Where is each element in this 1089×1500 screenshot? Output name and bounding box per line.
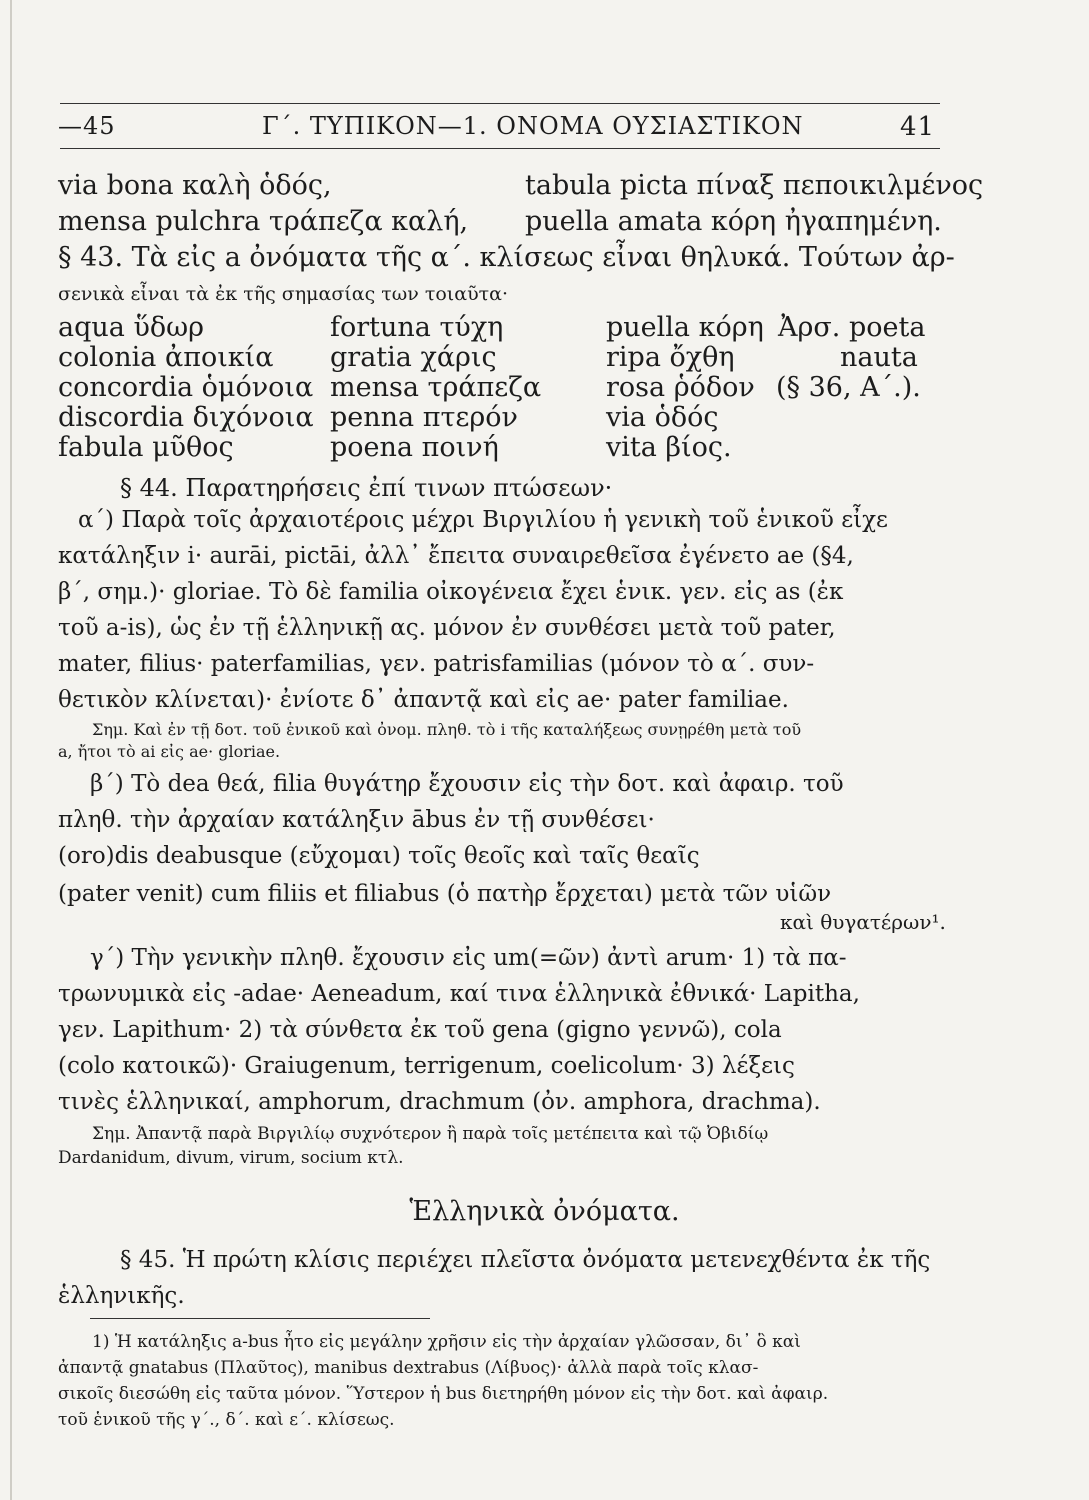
section-45-line-2: ἑλληνικῆς.	[58, 1283, 185, 1309]
note-2-line-2: Dardanidum, divum, virum, socium κτλ.	[58, 1148, 404, 1168]
word-table-col1-row5: fabula μῦθος	[58, 432, 234, 463]
section-43-line-1: § 43. Τὰ εἰς a ὀνόματα τῆς α΄. κλίσεως εἶναι θηλυκά. Τούτων ἀρ-	[58, 242, 955, 273]
word-table-col2-row3: mensa τράπεζα	[330, 372, 542, 403]
section-44b-line-2: πληθ. τὴν ἀρχαίαν κατάληξιν ābus ἐν τῇ συνθέσει·	[58, 807, 655, 833]
note-1-line-1: Σημ. Καὶ ἐν τῇ δοτ. τοῦ ἑνικοῦ καὶ ὀνομ. πληθ. τὸ i τῆς καταλήξεως συνῃρέθη μετὰ τοῦ	[92, 720, 802, 739]
page-number: 41	[900, 112, 936, 142]
word-table-col2-row4: penna πτερόν	[330, 402, 518, 433]
footnote-rule	[90, 1318, 430, 1319]
section-44a-line-6: θετικὸν κλίνεται)· ἐνίοτε δ᾽ ἀπαντᾷ καὶ εἰς ae· pater familiae.	[58, 687, 789, 713]
word-table-col2-row2: gratia χάρις	[330, 342, 497, 373]
example-left-2: mensa pulchra τράπεζα καλή,	[58, 206, 469, 237]
footnote-line-1: 1) Ἡ κατάληξις a-bus ἦτο εἰς μεγάλην χρῆσιν εἰς τὴν ἀρχαίαν γλῶσσαν, δι᾽ ὃ καὶ	[92, 1332, 801, 1352]
section-44b-line-1: β΄) Τὸ dea θεά, filia θυγάτηρ ἔχουσιν εἰς τὴν δοτ. καὶ ἀφαιρ. τοῦ	[90, 771, 844, 797]
footnote-line-4: τοῦ ἑνικοῦ τῆς γ΄., δ΄. καὶ ε΄. κλίσεως.	[58, 1410, 395, 1430]
subheading-greek-nouns: Ἑλληνικὰ ὀνόματα.	[409, 1196, 680, 1227]
example-right-2: puella amata κόρη ἠγαπημένη.	[525, 206, 942, 237]
page-edge	[10, 0, 12, 1500]
word-table-col2-row1: fortuna τύχη	[330, 312, 504, 343]
word-table-col3-row2: ripa ὄχθη	[606, 342, 735, 373]
word-table-col2-row5: poena ποινή	[330, 432, 499, 463]
section-44a-line-2: κατάληξιν i· aurāi, pictāi, ἀλλ᾽ ἔπειτα συναιρεθεῖσα ἐγένετο ae (§4,	[58, 543, 854, 569]
section-44g-line-2: τρωνυμικὰ εἰς -adae· Aeneadum, καί τινα ἑλληνικὰ ἐθνικά· Lapitha,	[58, 981, 860, 1007]
header-rule-bottom	[60, 148, 940, 149]
section-44-heading: § 44. Παρατηρήσεις ἐπί τινων πτώσεων·	[120, 474, 613, 502]
section-44g-line-1: γ΄) Τὴν γενικὴν πληθ. ἔχουσιν εἰς um(=ῶν) ἀντὶ arum· 1) τὰ πα-	[90, 945, 847, 971]
word-table-col1-row1: aqua ὕδωρ	[58, 312, 205, 343]
section-44b-line-4: (pater venit) cum filiis et filiabus (ὁ πατὴρ ἔρχεται) μετὰ τῶν υἱῶν	[58, 881, 832, 907]
word-table-col4-row1: Ἀρσ. poeta	[778, 312, 926, 343]
footnote-line-3: σικοῖς διεσώθη εἰς ταῦτα μόνον. Ὕστερον ἡ bus διετηρήθη μόνον εἰς τὴν δοτ. καὶ ἀφαιρ.	[58, 1384, 829, 1404]
example-left-1: via bona καλὴ ὁδός,	[58, 170, 332, 201]
running-title: Γ΄. ΤΥΠΙΚΟΝ—1. ΟΝΟΜΑ ΟΥΣΙΑΣΤΙΚΟΝ	[262, 112, 804, 140]
section-44g-line-5: τινὲς ἑλληνικαί, amphorum, drachmum (ὀν. amphora, drachma).	[58, 1089, 821, 1115]
example-right-1: tabula picta πίναξ πεποικιλμένος	[525, 170, 984, 201]
section-44b-line-5: καὶ θυγατέρων¹.	[780, 910, 946, 934]
word-table-col3-row5: vita βίος.	[606, 432, 732, 463]
section-45-line-1: § 45. Ἡ πρώτη κλίσις περιέχει πλεῖστα ὀνόματα μετενεχθέντα ἐκ τῆς	[120, 1247, 931, 1273]
word-table-col1-row4: discordia διχόνοια	[58, 402, 314, 433]
word-table-col1-row3: concordia ὁμόνοια	[58, 372, 314, 403]
word-table-col4-row3: (§ 36, Α΄.).	[776, 372, 921, 403]
word-table-col3-row1: puella κόρη	[606, 312, 764, 343]
section-43-line-2: σενικὰ εἶναι τὰ ἐκ τῆς σημασίας των τοιαῦτα·	[58, 283, 509, 305]
footnote-line-2: ἀπαντᾷ gnatabus (Πλαῦτος), manibus dextrabus (Λίβυος)· ἀλλὰ παρὰ τοῖς κλασ-	[58, 1358, 759, 1378]
section-44a-line-3: β΄, σημ.)· gloriae. Τὸ δὲ familia οἰκογένεια ἔχει ἑνικ. γεν. εἰς as (ἐκ	[58, 579, 844, 605]
note-1-line-2: a, ἤτοι τὸ ai εἰς ae· gloriae.	[58, 742, 281, 761]
word-table-col3-row4: via ὁδός	[606, 402, 719, 433]
section-44a-line-5: mater, filius· paterfamilias, γεν. patrisfamilias (μόνον τὸ α΄. συν-	[58, 651, 815, 677]
section-44g-line-3: γεν. Lapithum· 2) τὰ σύνθετα ἐκ τοῦ gena (gigno γεννῶ), cola	[58, 1017, 782, 1043]
header-left-number: —45	[58, 112, 116, 140]
word-table-col3-row3: rosa ῥόδον	[606, 372, 755, 403]
section-44g-line-4: (colo κατοικῶ)· Graiugenum, terrigenum, coelicolum· 3) λέξεις	[58, 1053, 795, 1079]
section-44a-line-1: α΄) Παρὰ τοῖς ἀρχαιοτέροις μέχρι Βιργιλίου ἡ γενικὴ τοῦ ἑνικοῦ εἶχε	[78, 507, 888, 533]
section-44a-line-4: τοῦ a-is), ὡς ἐν τῇ ἑλληνικῇ ας. μόνον ἐν συνθέσει μετὰ τοῦ pater,	[58, 615, 836, 641]
note-2-line-1: Σημ. Ἀπαντᾷ παρὰ Βιργιλίῳ συχνότερον ἢ παρὰ τοῖς μετέπειτα καὶ τῷ Ὀβιδίῳ	[92, 1124, 769, 1144]
word-table-col4-row2: nauta	[840, 342, 918, 373]
section-44b-line-3: (oro)dis deabusque (εὔχομαι) τοῖς θεοῖς καὶ ταῖς θεαῖς	[58, 843, 700, 869]
header-rule-top	[60, 103, 940, 104]
word-table-col1-row2: colonia ἀποικία	[58, 342, 274, 373]
